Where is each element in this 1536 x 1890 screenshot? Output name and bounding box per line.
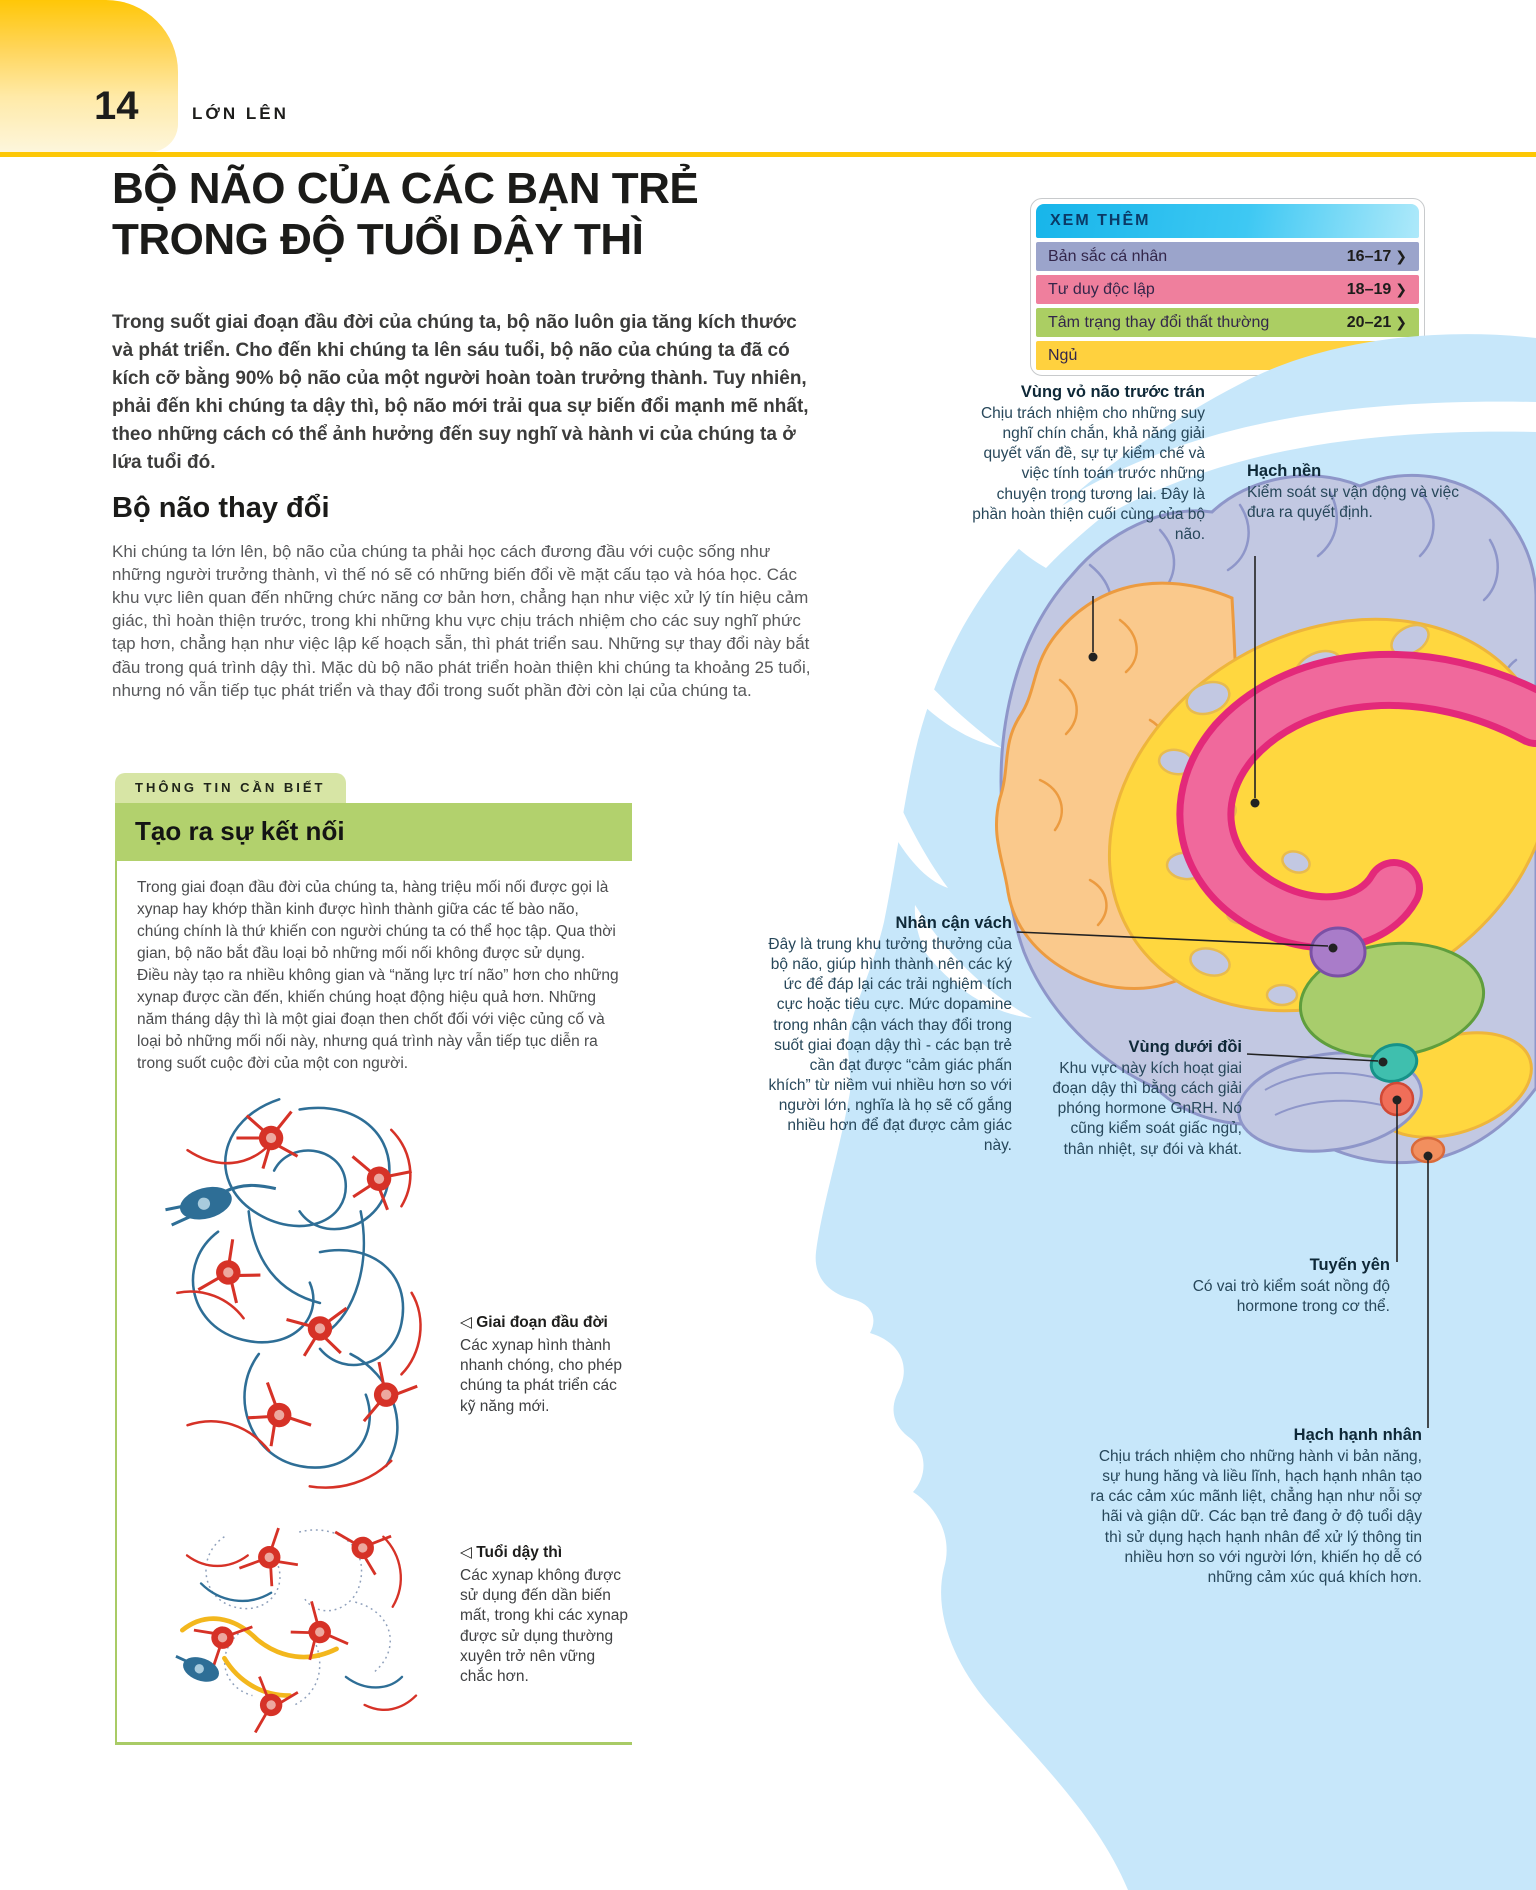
key-facts-heading: Tạo ra sự kết nối [135,816,345,846]
figure-caption-text: Các xynap hình thành nhanh chóng, cho phép chúng ta phát triển các kỹ năng mới. [460,1337,623,1415]
anatomy-label-basal-ganglia [1247,462,1459,523]
anatomy-label-title: Hạch nền [1247,462,1322,480]
anatomy-label-prefrontal-cortex [970,383,1205,545]
anatomy-label-text: Khu vực này kích hoạt giai đoạn dậy thì bằng cách giải phóng hormone GnRH. Nó cũng kiểm soát giấc ngủ, thân nhiệt, sự đói và khát. [1052,1060,1242,1158]
see-also-row-label: Bản sắc cá nhân [1048,248,1168,265]
anatomy-label-title: Vùng dưới đồi [1128,1038,1242,1056]
anatomy-label-nucleus-accumbens [764,914,1012,1157]
anatomy-label-title: Hạch hạnh nhân [1293,1426,1422,1444]
page-title-line2: TRONG ĐỘ TUỔI DẬY THÌ [112,215,644,265]
triangle-left-icon: ◁ [460,1544,472,1561]
see-also-row-pages: 16–17 [1346,248,1392,265]
see-also-row-label: Ngủ [1048,347,1078,364]
section-heading: Bộ não thay đổi [112,492,330,524]
see-also-row-pages: 20–21 [1346,314,1392,331]
page-number: 14 [94,84,139,128]
anatomy-label-text: Có vai trò kiểm soát nồng độ hormone trong cơ thể. [1192,1278,1390,1316]
chapter-section-label: LỚN LÊN [192,104,289,123]
anatomy-label-text: Chịu trách nhiệm cho những suy nghĩ chín chắn, khả năng giải quyết vấn đề, sự tự kiểm chế và việc tính toán trước những chuyện trong tương lai. Đây là phần hoàn thiện cuối cùng của bộ não. [972,405,1205,543]
intro-paragraph: Trong suốt giai đoạn đầu đời của chúng ta, bộ não luôn gia tăng kích thước và phát triển. Cho đến khi chúng ta lên sáu tuổi, bộ não của chúng ta đã có kích cỡ bằng 90% bộ não của một người hoàn toàn trưởng thành. Tuy nhiên, phải đến khi chúng ta dậy thì, bộ não mới trải qua sự biến đổi mạnh mẽ nhất, theo những cách có thể ảnh hưởng đến suy nghĩ và hành vi của chúng ta ở lứa tuổi đó. [112,312,809,473]
figure-title: Giai đoạn đầu đời [476,1314,608,1331]
see-also-row-label: Tâm trạng thay đổi thất thường [1048,314,1270,331]
anatomy-label-pituitary [1190,1256,1390,1317]
key-facts-tab: THÔNG TIN CẦN BIẾT [115,773,346,803]
anatomy-label-text: Kiểm soát sự vận động và việc đưa ra quyết định. [1247,484,1459,522]
anatomy-label-title: Nhân cận vách [895,914,1012,932]
anatomy-label-text: Đây là trung khu tưởng thưởng của bộ não, giúp hình thành nên các ký ức để đáp lại các trải nghiệm tích cực hoặc tiêu cực. Mức dopamine trong nhân cận vách thay đổi trong suốt giai đoạn dậy thì - các bạn trẻ cần đạt được “cảm giác phấn khích” từ niềm vui nhiều hơn so với người lớn, nghĩa là họ sẽ cố gắng nhiều hơn để đạt được cảm giác này. [768,936,1012,1155]
chevron-right-icon: ❯ [1395,314,1407,330]
key-facts-paragraph: Trong giai đoạn đầu đời của chúng ta, hàng triệu mối nối được gọi là xynap hay khớp thần kinh được hình thành giữa các tế bào não, chúng chính là thứ khiến con người chúng ta có thể học tập. Qua thời gian, bộ não bắt đầu loại bỏ những mối nối không được sử dụng. Điều này tạo ra nhiều không gian và “năng lực trí não” hơn cho những xynap được cần đến, khiến chúng hoạt động hiệu quả hơn. Những năm tháng dậy thì là một giai đoạn then chốt đối với việc củng cố và loại bỏ những mối nối này, nhưng quá trình này vẫn tiếp tục diễn ra trong suốt cuộc đời của một con người. [137,879,619,1072]
anatomy-label-title: Tuyến yên [1309,1256,1390,1274]
section-body-paragraph: Khi chúng ta lớn lên, bộ não của chúng ta phải học cách đương đầu với cuộc sống như những người trưởng thành, vì thế nó sẽ có những biến đổi về mặt cấu tạo và hóa học. Các khu vực liên quan đến những chức năng cơ bản hơn, chẳng hạn như việc xử lý tín hiệu cảm giác, thì hoàn thiện trước, trong khi những khu vực chịu trách nhiệm cho các suy nghĩ phức tạp hơn, chẳng hạn như việc lập kế hoạch sẵn, thì phát triển sau. Những sự thay đổi này bắt đầu trong quá trình dậy thì. Mặc dù bộ não phát triển hoàn thiện khi chúng ta khoảng 25 tuổi, nhưng nó vẫn tiếp tục phát triển và thay đổi trong suốt phần đời còn lại của chúng ta. [112,542,811,700]
anatomy-label-hypothalamus [1037,1038,1242,1160]
figure-caption-text: Các xynap không được sử dụng đến dần biến mất, trong khi các xynap được sử dụng thường xuyên trở nên vững chắc hơn. [460,1567,628,1685]
see-also-title: XEM THÊM [1036,204,1419,238]
figure-title: Tuổi dậy thì [476,1544,563,1561]
chevron-right-icon: ❯ [1395,281,1407,297]
page-title-line1: BỘ NÃO CỦA CÁC BẠN TRẺ [112,164,699,213]
chevron-right-icon: ❯ [1395,248,1407,264]
anatomy-label-text: Chịu trách nhiệm cho những hành vi bản năng, sự hung hăng và liều lĩnh, hạch hạnh nhân tạo ra các cảm xúc mãnh liệt, chẳng hạn như nỗi sợ hãi và giận dữ. Các bạn trẻ đang ở độ tuổi dậy thì sử dụng hạch hạnh nhân để xử lý thông tin nhiều hơn so với người lớn, khiến họ dễ có những cảm xúc quá khích hơn. [1090,1448,1422,1586]
nucleus-accumbens-region [1311,928,1365,976]
anatomy-label-title: Vùng vỏ não trước trán [1020,383,1205,401]
anatomy-label-amygdala [1087,1426,1422,1588]
see-also-row-label: Tư duy độc lập [1048,281,1155,298]
triangle-left-icon: ◁ [460,1314,472,1331]
see-also-row-pages: 18–19 [1346,281,1392,298]
